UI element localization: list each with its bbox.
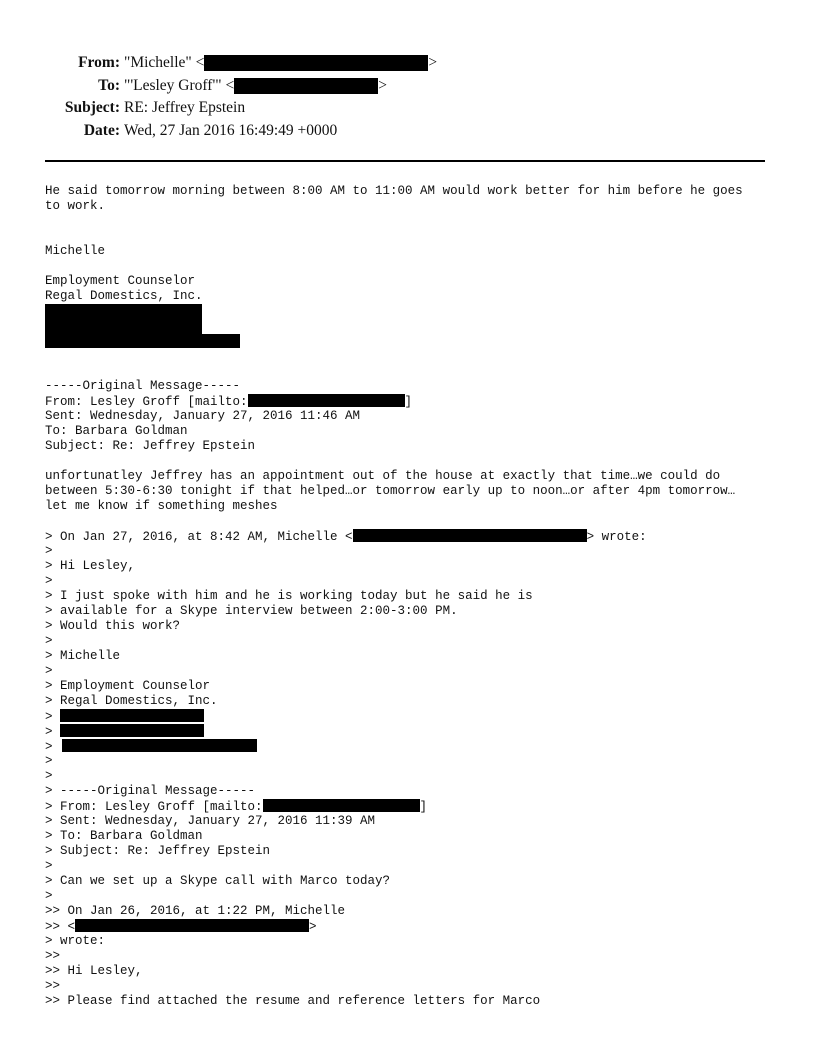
subject-label: Subject: xyxy=(64,99,120,116)
quoted-line: > xyxy=(45,769,53,783)
quoted-line: > Employment Counselor xyxy=(45,679,211,693)
redacted-from-email xyxy=(204,55,428,71)
quoted-line: > xyxy=(45,544,53,558)
signature-title: Employment Counselor xyxy=(45,274,196,288)
redacted-mailto xyxy=(263,799,420,812)
quoted-line: > xyxy=(45,574,53,588)
signature-name: Michelle xyxy=(45,244,106,258)
quoted-line: >> < > xyxy=(45,920,317,934)
quoted-line: > xyxy=(45,739,785,754)
quoted-line: >> xyxy=(45,949,61,963)
body-line: to work. xyxy=(45,199,106,213)
from-tail: > xyxy=(428,54,438,71)
quoted-line: >> On Jan 26, 2016, at 1:22 PM, Michelle xyxy=(45,904,346,918)
quoted-line: > I just spoke with him and he is working today but he said he is xyxy=(45,589,533,603)
quoted-line: > available for a Skype interview between 2:00-3:00 PM. xyxy=(45,604,458,618)
signature-company: Regal Domestics, Inc. xyxy=(45,289,203,303)
original-sent: Sent: Wednesday, January 27, 2016 11:46 AM xyxy=(45,409,361,423)
original-subject: Subject: Re: Jeffrey Epstein xyxy=(45,439,256,453)
date-row xyxy=(0,120,816,143)
redacted-signature-block xyxy=(45,304,202,334)
quoted-line: > -----Original Message----- xyxy=(45,784,256,798)
from-value: "Michelle" < xyxy=(124,54,205,71)
quoted-line: > xyxy=(45,859,53,873)
redacted-email xyxy=(353,529,587,542)
quoted-line: >> xyxy=(45,979,61,993)
quoted-line: > xyxy=(45,889,53,903)
quoted-line: > wrote: xyxy=(45,934,106,948)
body-line: He said tomorrow morning between 8:00 AM to 11:00 AM would work better for him before he goes xyxy=(45,184,743,198)
quoted-line: > Subject: Re: Jeffrey Epstein xyxy=(45,844,271,858)
original-from: From: Lesley Groff [mailto: ] xyxy=(45,395,413,409)
quoted-line: > Sent: Wednesday, January 27, 2016 11:39 AM xyxy=(45,814,376,828)
quoted-line: > xyxy=(45,709,785,724)
date-value: Wed, 27 Jan 2016 16:49:49 +0000 xyxy=(124,121,338,139)
redacted-email xyxy=(75,919,309,932)
from-row xyxy=(0,52,816,75)
redacted-signature-block xyxy=(60,724,204,737)
subject-value: RE: Jeffrey Epstein xyxy=(124,99,246,116)
quoted-line: > Hi Lesley, xyxy=(45,559,136,573)
original-message-marker: -----Original Message----- xyxy=(45,379,241,393)
redacted-signature-line xyxy=(45,334,240,348)
reply-paragraph: let me know if something meshes xyxy=(45,499,278,513)
header-divider xyxy=(45,160,765,162)
quoted-line: > Michelle xyxy=(45,649,121,663)
quoted-line: > Regal Domestics, Inc. xyxy=(45,694,218,708)
to-tail: > xyxy=(378,76,387,94)
quoted-line: > Would this work? xyxy=(45,619,181,633)
quoted-line: > On Jan 27, 2016, at 8:42 AM, Michelle < > wrote: xyxy=(45,530,647,544)
quoted-line: > xyxy=(45,724,785,739)
redacted-to-email xyxy=(234,78,378,94)
redacted-signature-block xyxy=(60,709,204,722)
quoted-line: > xyxy=(45,634,53,648)
redacted-mailto xyxy=(248,394,405,407)
quoted-line: > Can we set up a Skype call with Marco today? xyxy=(45,874,391,888)
reply-paragraph: between 5:30-6:30 tonight if that helped…or tomorrow early up to noon…or after 4pm tomorrow… xyxy=(45,484,736,498)
to-label: To: xyxy=(98,76,120,94)
redacted-signature-line xyxy=(62,739,257,752)
quoted-line: > From: Lesley Groff [mailto: ] xyxy=(45,800,428,814)
quoted-line: > xyxy=(45,664,53,678)
quoted-line: > xyxy=(45,754,53,768)
quoted-line: >> Please find attached the resume and reference letters for Marco xyxy=(45,994,541,1008)
to-row xyxy=(0,75,816,98)
reply-paragraph: unfortunatley Jeffrey has an appointment out of the house at exactly that time…we could do xyxy=(45,469,721,483)
email-header xyxy=(0,52,816,142)
from-label: From: xyxy=(78,54,120,71)
original-to: To: Barbara Goldman xyxy=(45,424,188,438)
to-value: "'Lesley Groff'" < xyxy=(124,76,235,94)
email-body xyxy=(45,184,785,1009)
subject-row xyxy=(0,97,816,120)
quoted-line: > To: Barbara Goldman xyxy=(45,829,203,843)
quoted-line: >> Hi Lesley, xyxy=(45,964,143,978)
date-label: Date: xyxy=(83,121,120,139)
